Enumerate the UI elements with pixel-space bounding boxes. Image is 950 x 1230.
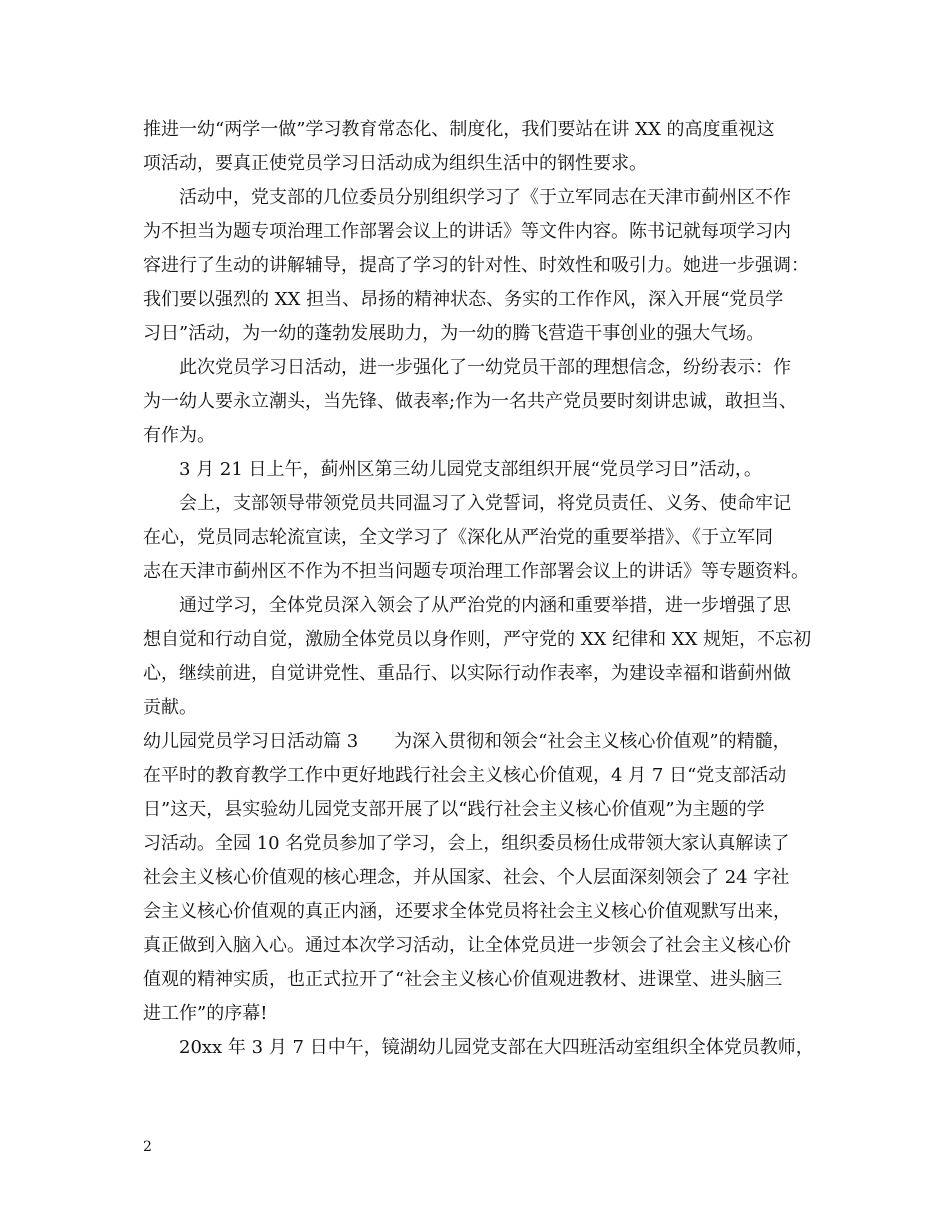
text-line: 贡献。 — [143, 697, 197, 718]
text-line: 3 月 21 日上午，蓟州区第三幼儿园党支部组织开展“党员学习日”活动，。 — [179, 459, 762, 480]
text-line: 为一幼人要永立潮头，当先锋、做表率;作为一名共产党员要时刻讲忠诚，敢担当、 — [143, 391, 798, 412]
section-heading-line: 幼儿园党员学习日活动篇 3 为深入贯彻和领会“社会主义核心价值观”的精髓， — [143, 731, 791, 752]
text-line: 有作为。 — [143, 425, 215, 446]
text-line: 值观的精神实质，也正式拉开了“社会主义核心价值观进教材、进课堂、进头脑三 — [143, 969, 783, 990]
text-line: 推进一幼“两学一做”学习教育常态化、制度化，我们要站在讲 XX 的高度重视这 — [143, 119, 775, 140]
text-line: 会主义核心价值观的真正内涵，还要求全体党员将社会主义核心价值观默写出来， — [143, 901, 791, 922]
text-line: 在心，党员同志轮流宣读，全文学习了《深化从严治党的重要举措》、《于立军同 — [143, 527, 773, 548]
text-line: 真正做到入脑入心。通过本次学习活动，让全体党员进一步领会了社会主义核心价 — [143, 935, 791, 956]
text-line: 会上，支部领导带领党员共同温习了入党誓词，将党员责任、义务、使命牢记 — [179, 493, 791, 514]
text-line: 通过学习，全体党员深入领会了从严治党的内涵和重要举措，进一步增强了思 — [179, 595, 791, 616]
text-line: 心，继续前进，自觉讲党性、重品行、以实际行动作表率，为建设幸福和谐蓟州做 — [143, 663, 791, 684]
text-line: 20xx 年 3 月 7 日中午，镜湖幼儿园党支部在大四班活动室组织全体党员教师， — [179, 1037, 814, 1058]
text-line: 为不担当为题专项治理工作部署会议上的讲话》等文件内容。陈书记就每项学习内 — [143, 221, 791, 242]
text-line: 在平时的教育教学工作中更好地践行社会主义核心价值观，4 月 7 日“党支部活动 — [143, 765, 787, 786]
text-line: 习活动。全园 10 名党员参加了学习，会上，组织委员杨仕成带领大家认真解读了 — [143, 833, 790, 854]
text-line: 容进行了生动的讲解辅导，提高了学习的针对性、时效性和吸引力。她进一步强调： — [143, 255, 809, 276]
text-line: 进工作”的序幕! — [143, 1003, 268, 1024]
text-line: 我们要以强烈的 XX 担当、昂扬的精神状态、务实的工作作风，深入开展“党员学 — [143, 289, 784, 310]
text-line: 此次党员学习日活动，进一步强化了一幼党员干部的理想信念，纷纷表示：作 — [179, 357, 791, 378]
text-line: 项活动，要真正使党员学习日活动成为组织生活中的钢性要求。 — [143, 153, 647, 174]
text-line: 日”这天，县实验幼儿园党支部开展了以“践行社会主义核心价值观”为主题的学 — [143, 799, 765, 820]
page-number: 2 — [143, 1139, 152, 1155]
text-line: 活动中，党支部的几位委员分别组织学习了《于立军同志在天津市蓟州区不作 — [179, 187, 791, 208]
text-line: 社会主义核心价值观的核心理念，并从国家、社会、个人层面深刻领会了 24 字社 — [143, 867, 790, 888]
text-line: 想自觉和行动自觉，激励全体党员以身作则，严守党的 XX 纪律和 XX 规矩，不忘初 — [143, 629, 812, 650]
text-line: 志在天津市蓟州区不作为不担当问题专项治理工作部署会议上的讲话》等专题资料。 — [143, 561, 809, 582]
text-line: 习日”活动，为一幼的蓬勃发展助力，为一幼的腾飞营造干事创业的强大气场。 — [143, 323, 765, 344]
